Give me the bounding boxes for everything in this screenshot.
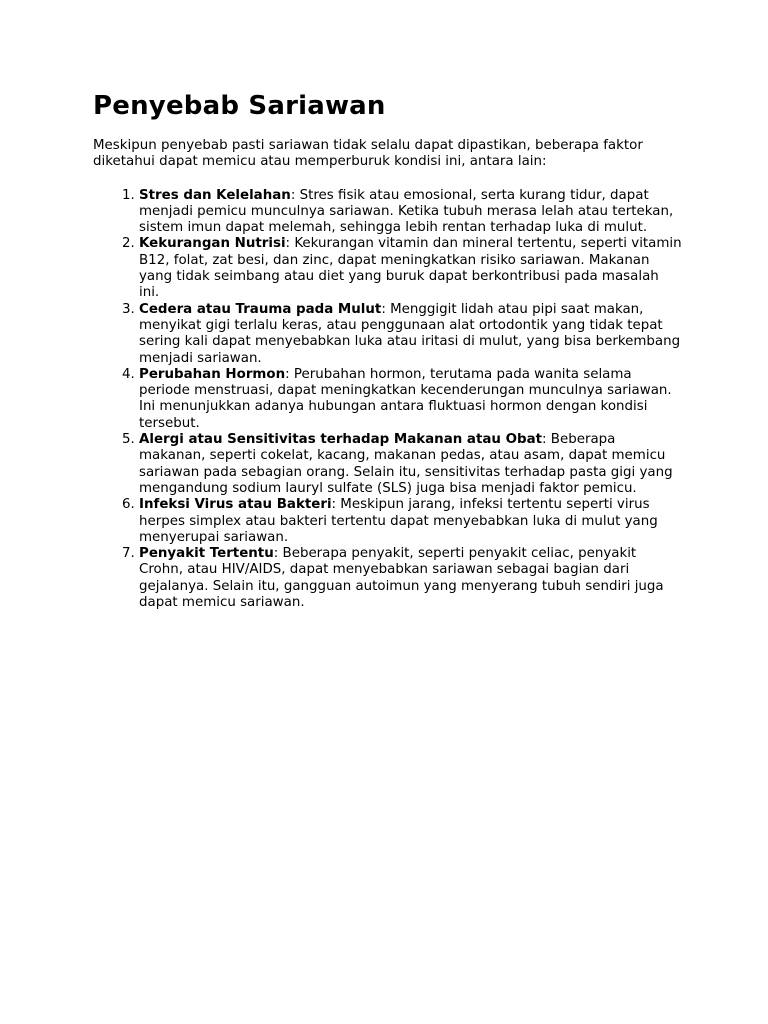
cause-description: : Kekurangan vitamin dan mineral tertentu, seperti vitamin B12, folat, zat besi, dan zinc, dapat meningkatkan risiko sariawan. Makanan yang tidak seimbang atau diet yang buruk dapat berkontribusi pada masalah ini. bbox=[139, 236, 682, 301]
list-item bbox=[139, 546, 683, 611]
causes-list bbox=[93, 188, 683, 612]
cause-term: Stres dan Kelelahan bbox=[139, 187, 291, 203]
cause-description: : Beberapa makanan, seperti cokelat, kacang, makanan pedas, atau asam, dapat memicu sariawan pada sebagian orang. Selain itu, sensitivitas terhadap pasta gigi yang mengandung sodium lauryl sulfate (SLS) juga bisa menjadi faktor pemicu. bbox=[139, 432, 673, 496]
cause-term: Penyakit Tertentu bbox=[139, 546, 274, 562]
list-item bbox=[139, 236, 683, 301]
cause-description: : Beberapa penyakit, seperti penyakit celiac, penyakit Crohn, atau HIV/AIDS, dapat menyebabkan sariawan sebagai bagian dari gejalanya. Selain itu, gangguan autoimun yang menyerang tubuh sendiri juga dapat memicu sariawan. bbox=[139, 546, 664, 611]
cause-description: : Meskipun jarang, infeksi tertentu seperti virus herpes simplex atau bakteri tertentu dapat menyebabkan luka di mulut yang menyerupai sariawan. bbox=[139, 497, 658, 545]
cause-term: Cedera atau Trauma pada Mulut bbox=[139, 301, 382, 317]
list-item bbox=[139, 302, 683, 367]
list-item bbox=[139, 188, 683, 237]
cause-description: : Perubahan hormon, terutama pada wanita selama periode menstruasi, dapat meningkatkan kecenderungan munculnya sariawan. Ini menunjukkan adanya hubungan antara fluktuasi hormon dengan kondisi tersebut. bbox=[139, 366, 672, 431]
document-page bbox=[93, 88, 683, 611]
cause-term: Alergi atau Sensitivitas terhadap Makanan atau Obat bbox=[139, 432, 543, 448]
intro-paragraph: Meskipun penyebab pasti sariawan tidak selalu dapat dipastikan, beberapa faktor diketahui dapat memicu atau memperburuk kondisi ini, antara lain: bbox=[93, 138, 643, 170]
cause-description: : Stres fisik atau emosional, serta kurang tidur, dapat menjadi pemicu munculnya sariawan. Ketika tubuh merasa lelah atau tertekan, sistem imun dapat melemah, sehingga lebih rentan terhadap luka di mulut. bbox=[139, 187, 674, 236]
cause-term: Infeksi Virus atau Bakteri bbox=[139, 497, 332, 513]
cause-description: : Menggigit lidah atau pipi saat makan, menyikat gigi terlalu keras, atau penggunaan alat ortodontik yang tidak tepat sering kali dapat menyebabkan luka atau iritasi di mulut, yang bisa berkembang menjadi sariawan. bbox=[139, 301, 681, 366]
list-item bbox=[139, 432, 683, 497]
list-item bbox=[139, 367, 683, 432]
cause-term: Kekurangan Nutrisi bbox=[139, 236, 286, 252]
cause-term: Perubahan Hormon bbox=[139, 366, 286, 382]
list-item bbox=[139, 497, 683, 546]
page-title: Penyebab Sariawan bbox=[93, 91, 386, 121]
